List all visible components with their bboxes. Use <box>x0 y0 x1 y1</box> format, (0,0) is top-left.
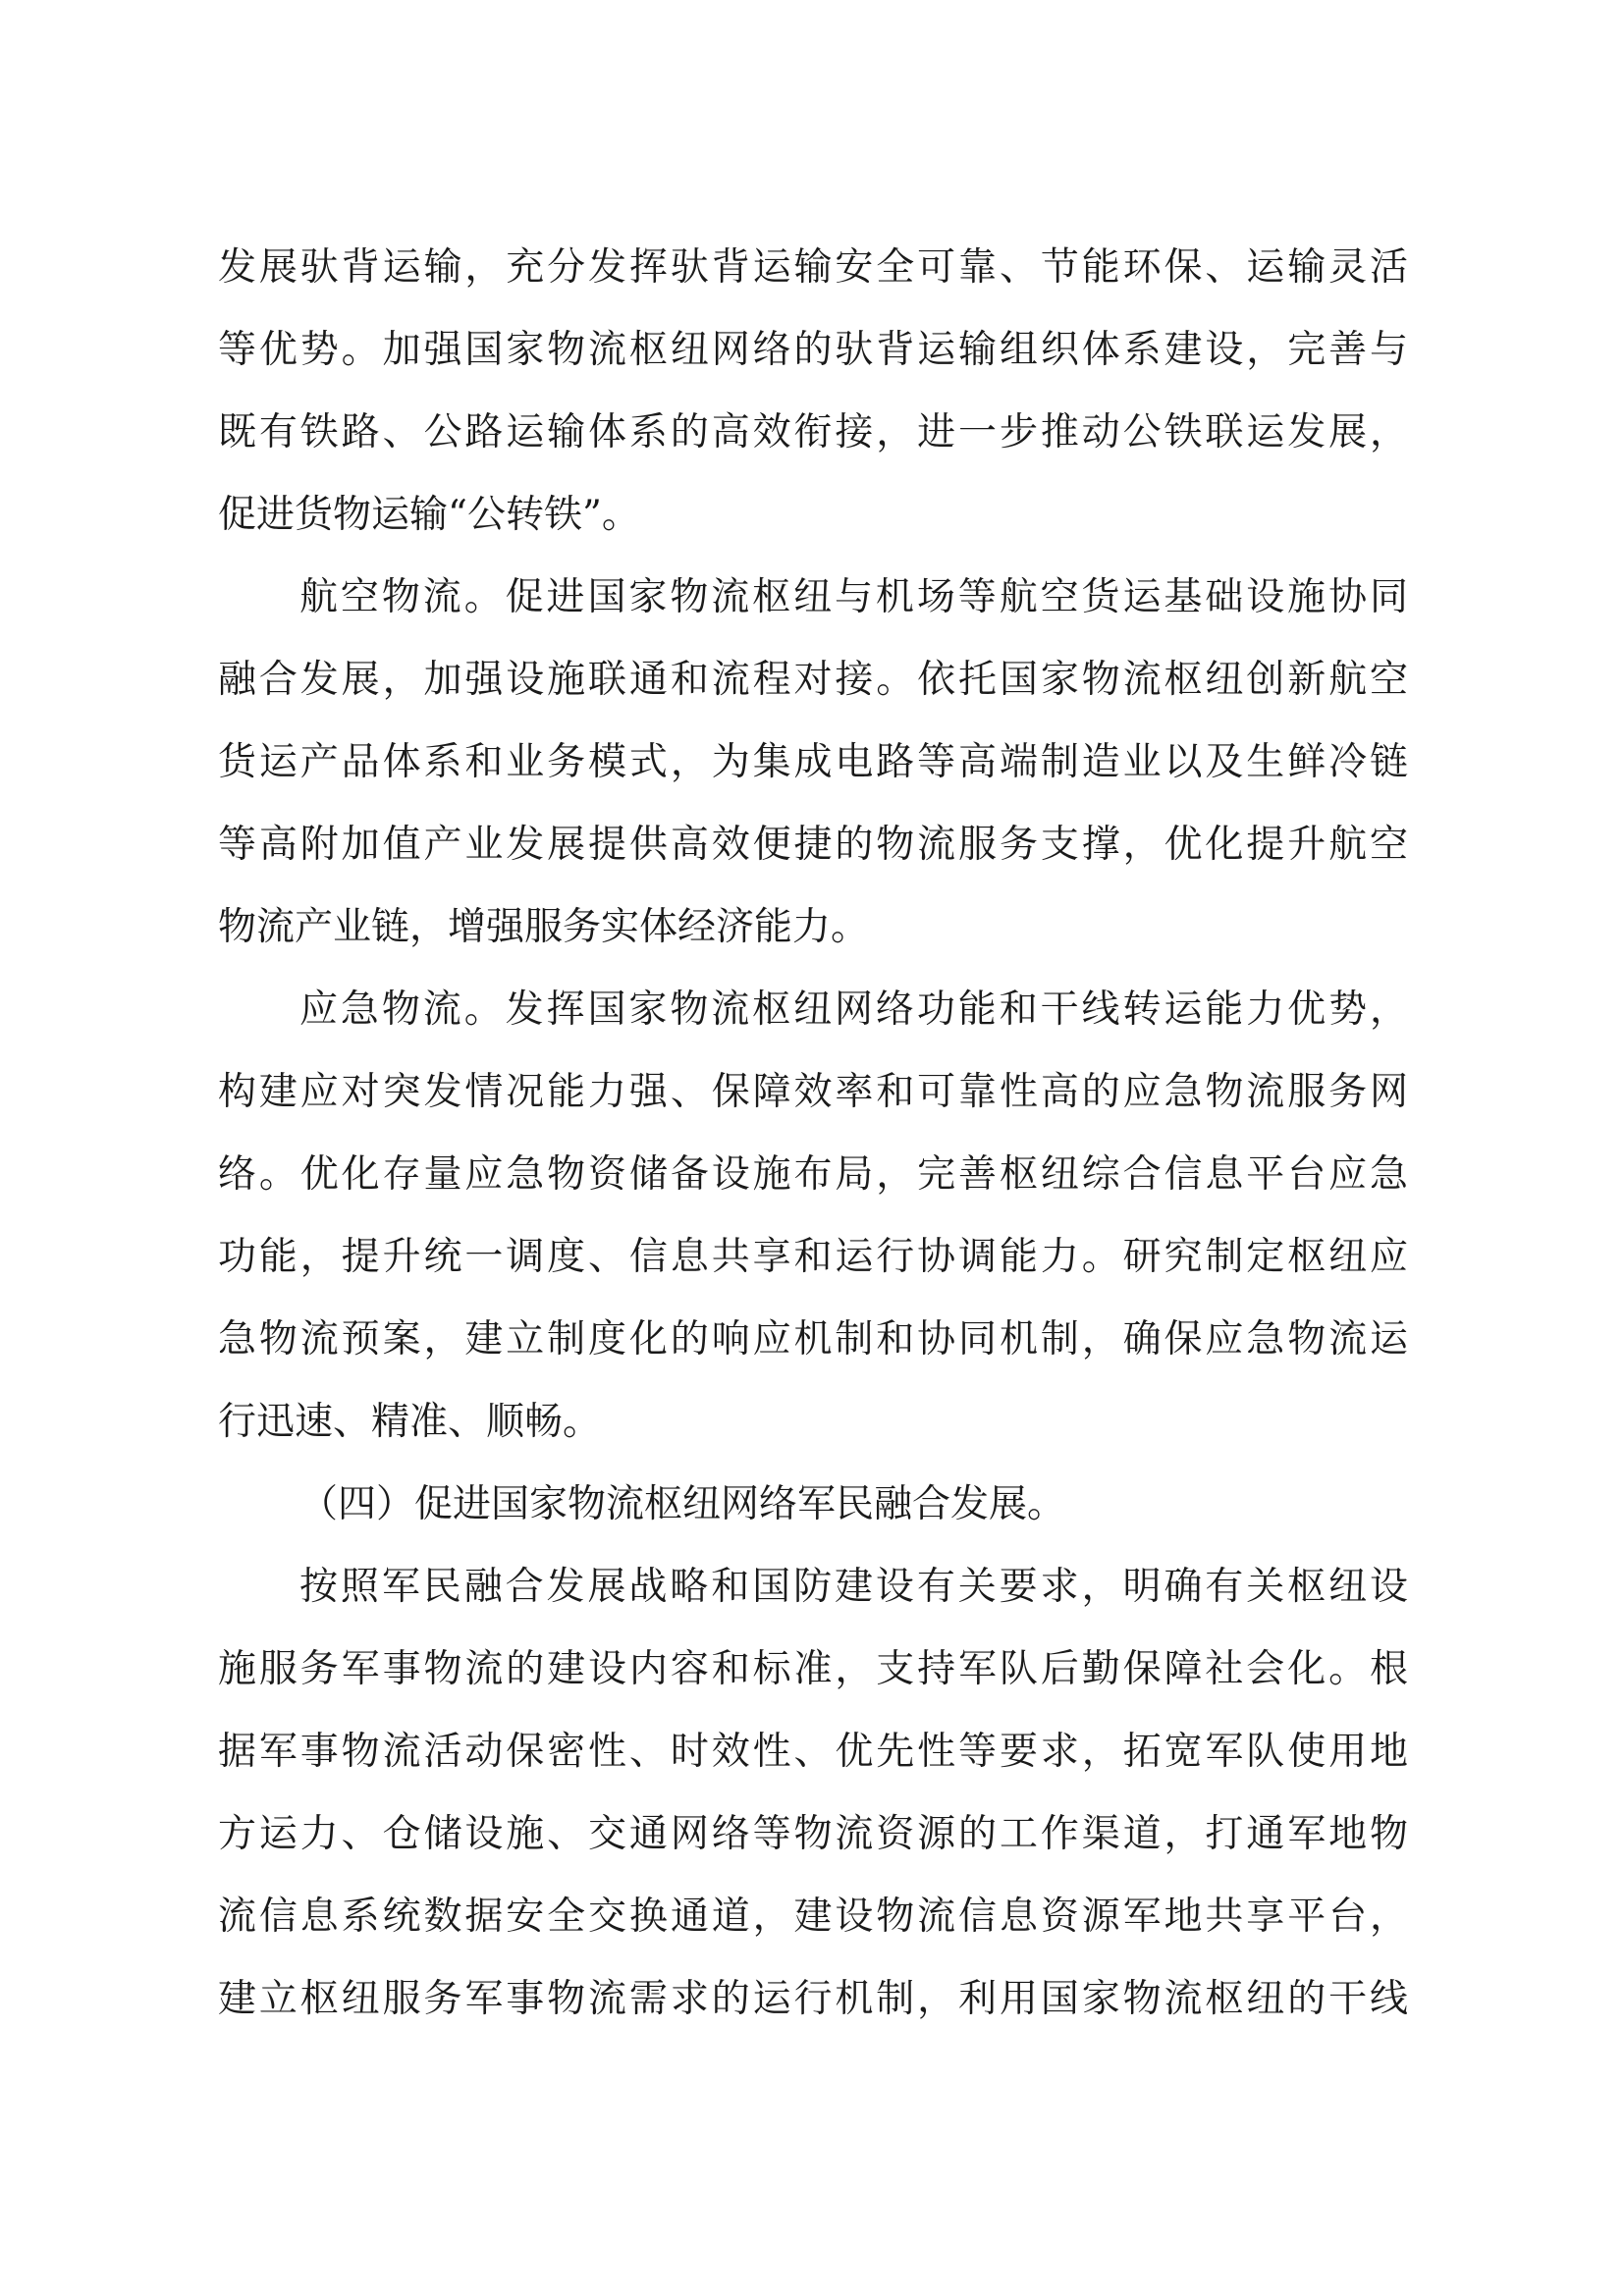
text-line: 建立枢纽服务军事物流需求的运行机制，利用国家物流枢纽的干线 <box>218 1977 1408 2021</box>
text-line: 发展驮背运输，充分发挥驮背运输安全可靠、节能环保、运输灵活 <box>218 245 1408 290</box>
text-line: 施服务军事物流的建设内容和标准，支持军队后勤保障社会化。根 <box>218 1647 1408 1691</box>
text-line: 急物流预案，建立制度化的响应机制和协同机制，确保应急物流运 <box>218 1317 1408 1362</box>
text-segment: 。促进国家物流枢纽与机场等航空货运基础设施协同 <box>463 575 1408 619</box>
paragraph-keyword: 应急物流 <box>299 988 464 1032</box>
text-line: 功能，提升统一调度、信息共享和运行协调能力。研究制定枢纽应 <box>218 1235 1408 1279</box>
text-line: 等高附加值产业发展提供高效便捷的物流服务支撑，优化提升航空 <box>218 823 1408 867</box>
text-line: 行迅速、精准、顺畅。 <box>218 1400 602 1444</box>
paragraph-first-line: 按照军民融合发展战略和国防建设有关要求，明确有关枢纽设 <box>299 1565 1408 1609</box>
text-line: 物流产业链，增强服务实体经济能力。 <box>218 905 870 949</box>
text-line: 构建应对突发情况能力强、保障效率和可靠性高的应急物流服务网 <box>218 1070 1408 1114</box>
paragraph-keyword: 航空物流 <box>299 575 464 619</box>
section-heading: （四）促进国家物流枢纽网络军民融合发展。 <box>299 1482 1066 1526</box>
text-line: 既有铁路、公路运输体系的高效衔接，进一步推动公铁联运发展， <box>218 410 1408 454</box>
paragraph-first-line <box>299 981 1408 1040</box>
text-line: 方运力、仓储设施、交通网络等物流资源的工作渠道，打通军地物 <box>218 1812 1408 1856</box>
text-line: 据军事物流活动保密性、时效性、优先性等要求，拓宽军队使用地 <box>218 1730 1408 1774</box>
text-line: 货运产品体系和业务模式，为集成电路等高端制造业以及生鲜冷链 <box>218 740 1408 784</box>
text-line: 融合发展，加强设施联通和流程对接。依托国家物流枢纽创新航空 <box>218 658 1408 702</box>
text-line: 等优势。加强国家物流枢纽网络的驮背运输组织体系建设，完善与 <box>218 328 1408 372</box>
text-line: 流信息系统数据安全交换通道，建设物流信息资源军地共享平台， <box>218 1895 1408 1939</box>
text-line: 促进货物运输“公转铁”。 <box>218 493 640 537</box>
paragraph-first-line <box>299 568 1408 627</box>
text-line: 络。优化存量应急物资储备设施布局，完善枢纽综合信息平台应急 <box>218 1152 1408 1197</box>
text-segment: 。发挥国家物流枢纽网络功能和干线转运能力优势， <box>463 988 1408 1032</box>
